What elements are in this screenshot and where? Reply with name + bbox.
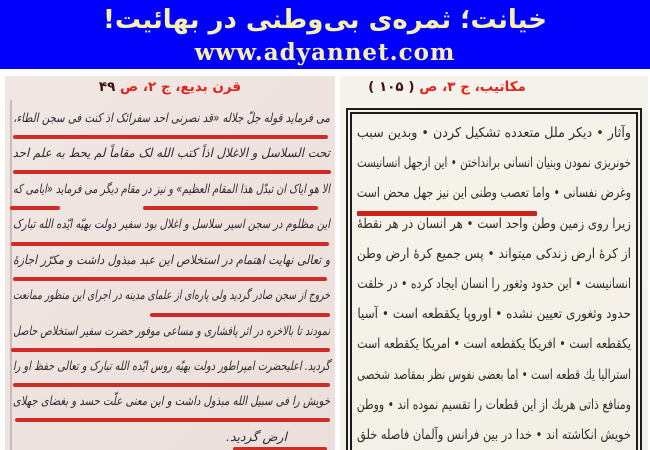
scan-text-line: خروج از سجن صادر گرديد ولی پاره‌ای از علمای مدينه در اجرای اين منظور ممانعت xyxy=(12,287,331,302)
scan-text-line: ارض گرديد. xyxy=(225,429,287,444)
scan-text-line: وآثار • ديكر ملل متعدده تشكيل كردن • وبدين سبب xyxy=(356,125,631,141)
scan-text-line: استراليا يك قطعه است • اما بعضى نفوس نظر بمقاصد شخصى xyxy=(357,366,631,383)
scan-text-line: الا هو اياک ان تبدّل هذا المقام العظيم» و نيز در مقام ديگر می فرمايد «ايامی که xyxy=(12,181,330,196)
left-page-scan xyxy=(5,76,335,450)
page-edge-shadow xyxy=(10,100,12,450)
red-underline xyxy=(13,383,330,387)
red-underline xyxy=(10,206,60,210)
scan-text-line: انسانيست • اين حدود وثغور را انسان ايجاد كرده • در خلقت xyxy=(357,275,631,292)
scan-text-line: گرديد. اعليحضرت امپراطور دولت بهيّه روس ايّده الله تبارک و تعالی حفظ او را xyxy=(13,358,330,373)
right-page-scan xyxy=(340,76,648,450)
header-source: مكاتيب، ج ۳، ص xyxy=(419,79,526,95)
scan-text-line: نمودند تا بالاخره در اثر پافشاری و مساعی موفور حضرت سفير استخلاص حاصل xyxy=(13,323,330,338)
scan-text-line: از كرهٔ ارض زندكى ميتواند • پس جميع كرهٔ ارض وطن xyxy=(356,245,631,262)
scan-text-line: خويش را فی سبيل الله مبذول داشت و اين معنی علّت حسد و بغضای جهلای xyxy=(12,393,330,408)
scan-text-line: ومنافع ذاتى هريك از اين قطعات را تقسيم نموده اند • ووطن xyxy=(356,396,631,413)
scan-text-line: می فرمايد قوله جلّ جلاله «قد نصرنی احد سفرائک اذ کنت فی سجن الطاء، xyxy=(13,110,331,125)
header-page-number: ۴۹ xyxy=(98,79,116,95)
header-page-number: ( ۱۰۵ ) xyxy=(368,79,415,95)
red-underline xyxy=(13,170,331,174)
red-underline xyxy=(11,348,330,352)
header-source: قرن بديع، ج ۲، ص xyxy=(120,79,242,95)
red-underline xyxy=(11,242,329,246)
red-underline xyxy=(143,206,318,210)
text-frame xyxy=(346,108,642,450)
scan-text-line: يكقطعه است • افريكا يكقطعه است • امريكا يكقطعه است xyxy=(357,336,631,353)
left-page-header xyxy=(65,79,275,95)
scan-text-line: خويش انكاشته اند • خدا در بين فرانس وآلمان فاصله خلق xyxy=(357,426,631,443)
red-underline xyxy=(13,135,328,139)
red-underline xyxy=(15,418,330,422)
scan-text-line: زيرا روى زمين وطن واحد است • هر انسان در هر نقطهٔ xyxy=(356,215,631,232)
red-underline xyxy=(150,313,330,317)
frame-text-block xyxy=(357,118,631,450)
scan-text-line: حدود وثغورى تعيين نشده • اوروپا يكقطعه است • آسيا xyxy=(357,306,631,323)
scan-text-line: خونريزى نمودن وبنيان انسانى برانداختن • اين ازجهل انسانيست xyxy=(356,155,631,172)
scan-text-line: اين مظلوم در سجن اسير سلاسل و اغلال بود سفير دولت بهيّه ايّده الله تبارک xyxy=(13,216,331,231)
red-underline xyxy=(13,277,327,281)
scan-text-line: وغرض نفسانى • واما تعصب وطنى اين نيز جهل محض است xyxy=(356,185,631,202)
banner-title: خيانت؛ ثمره‌ی بی‌وطنی در بهائيت! xyxy=(103,5,547,35)
scan-text-line: و تعالی نهايت اهتمام در استخلاص اين عبد مبذول داشت و مکرّر اجازهٔ xyxy=(12,252,330,267)
right-page-header xyxy=(352,79,542,95)
scan-text-line: تحت السلاسل و الاغلال اذاً کتب الله لک مقاماً لم يحط به علم احد xyxy=(12,145,331,160)
banner xyxy=(0,0,650,69)
site-url: www.adyannet.com xyxy=(194,39,456,66)
red-underline xyxy=(357,211,537,216)
